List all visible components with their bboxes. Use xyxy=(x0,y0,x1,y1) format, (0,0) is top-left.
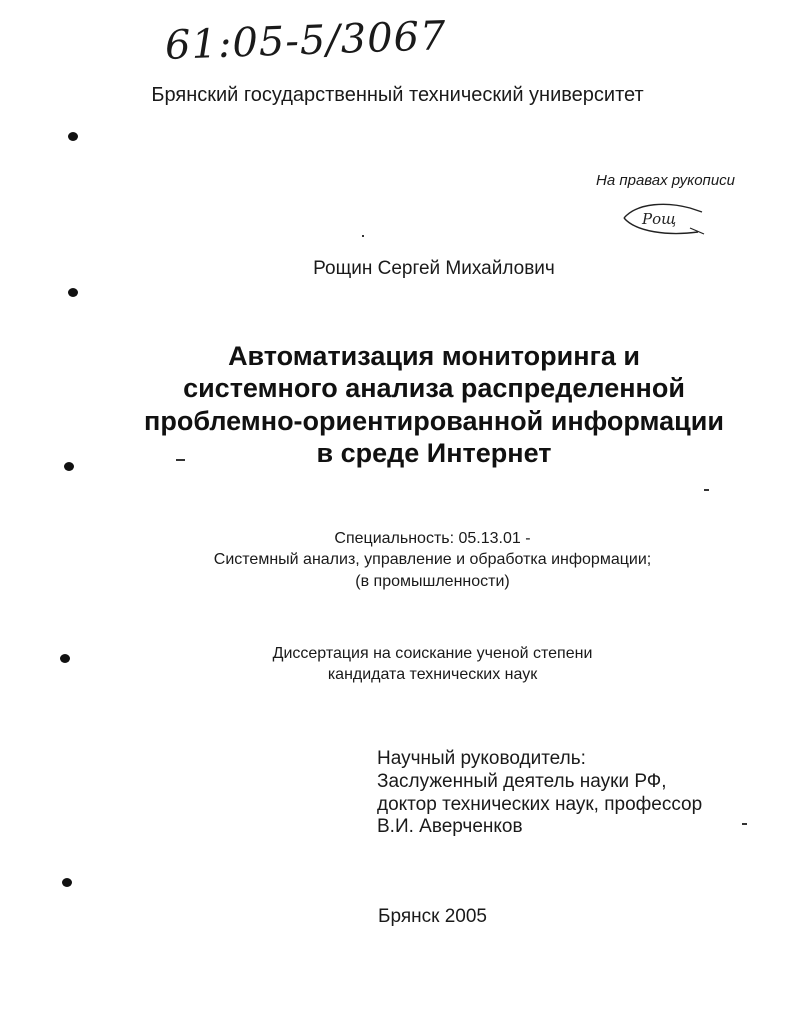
degree-statement xyxy=(0,643,795,686)
dissertation-title xyxy=(100,340,768,470)
rights-note: На правах рукописи xyxy=(596,172,735,189)
specialty-line: Специальность: 05.13.01 - xyxy=(334,530,531,547)
university-name: Брянский государственный технический университет xyxy=(151,84,644,106)
degree-line: Диссертация на соискание ученой степени xyxy=(272,645,593,662)
title-line: Автоматизация мониторинга и xyxy=(228,341,640,371)
title-line: в среде Интернет xyxy=(316,438,552,469)
scan-speck xyxy=(362,235,364,237)
supervisor-block xyxy=(377,748,702,839)
specialty-block xyxy=(0,528,795,592)
archive-code-handwritten: 61:05-5/3067 xyxy=(164,13,448,69)
author-signature xyxy=(618,198,708,242)
city-year: Брянск 2005 xyxy=(378,906,487,927)
supervisor-line: Заслуженный деятель науки РФ, xyxy=(377,770,667,792)
scan-speck xyxy=(176,459,185,461)
scan-speck xyxy=(742,823,747,825)
punch-hole-mark xyxy=(68,132,78,141)
punch-hole-mark xyxy=(64,462,74,471)
punch-hole-mark xyxy=(68,288,78,297)
specialty-line: (в промышленности) xyxy=(355,572,510,590)
title-line: проблемно-ориентированной информации xyxy=(144,405,724,436)
scan-speck xyxy=(704,489,709,491)
author-name: Рощин Сергей Михайлович xyxy=(313,258,555,279)
punch-hole-mark xyxy=(62,878,72,887)
supervisor-line: Научный руководитель: xyxy=(377,748,586,769)
degree-line: кандидата технических наук xyxy=(327,666,538,684)
supervisor-line: доктор технических наук, профессор xyxy=(377,793,703,815)
signature-text: Рощ xyxy=(642,210,677,228)
specialty-line: Системный анализ, управление и обработка информации; xyxy=(213,551,652,569)
title-line: системного анализа распределенной xyxy=(183,373,685,404)
punch-hole-mark xyxy=(60,654,70,663)
supervisor-line: В.И. Аверченков xyxy=(377,816,523,838)
